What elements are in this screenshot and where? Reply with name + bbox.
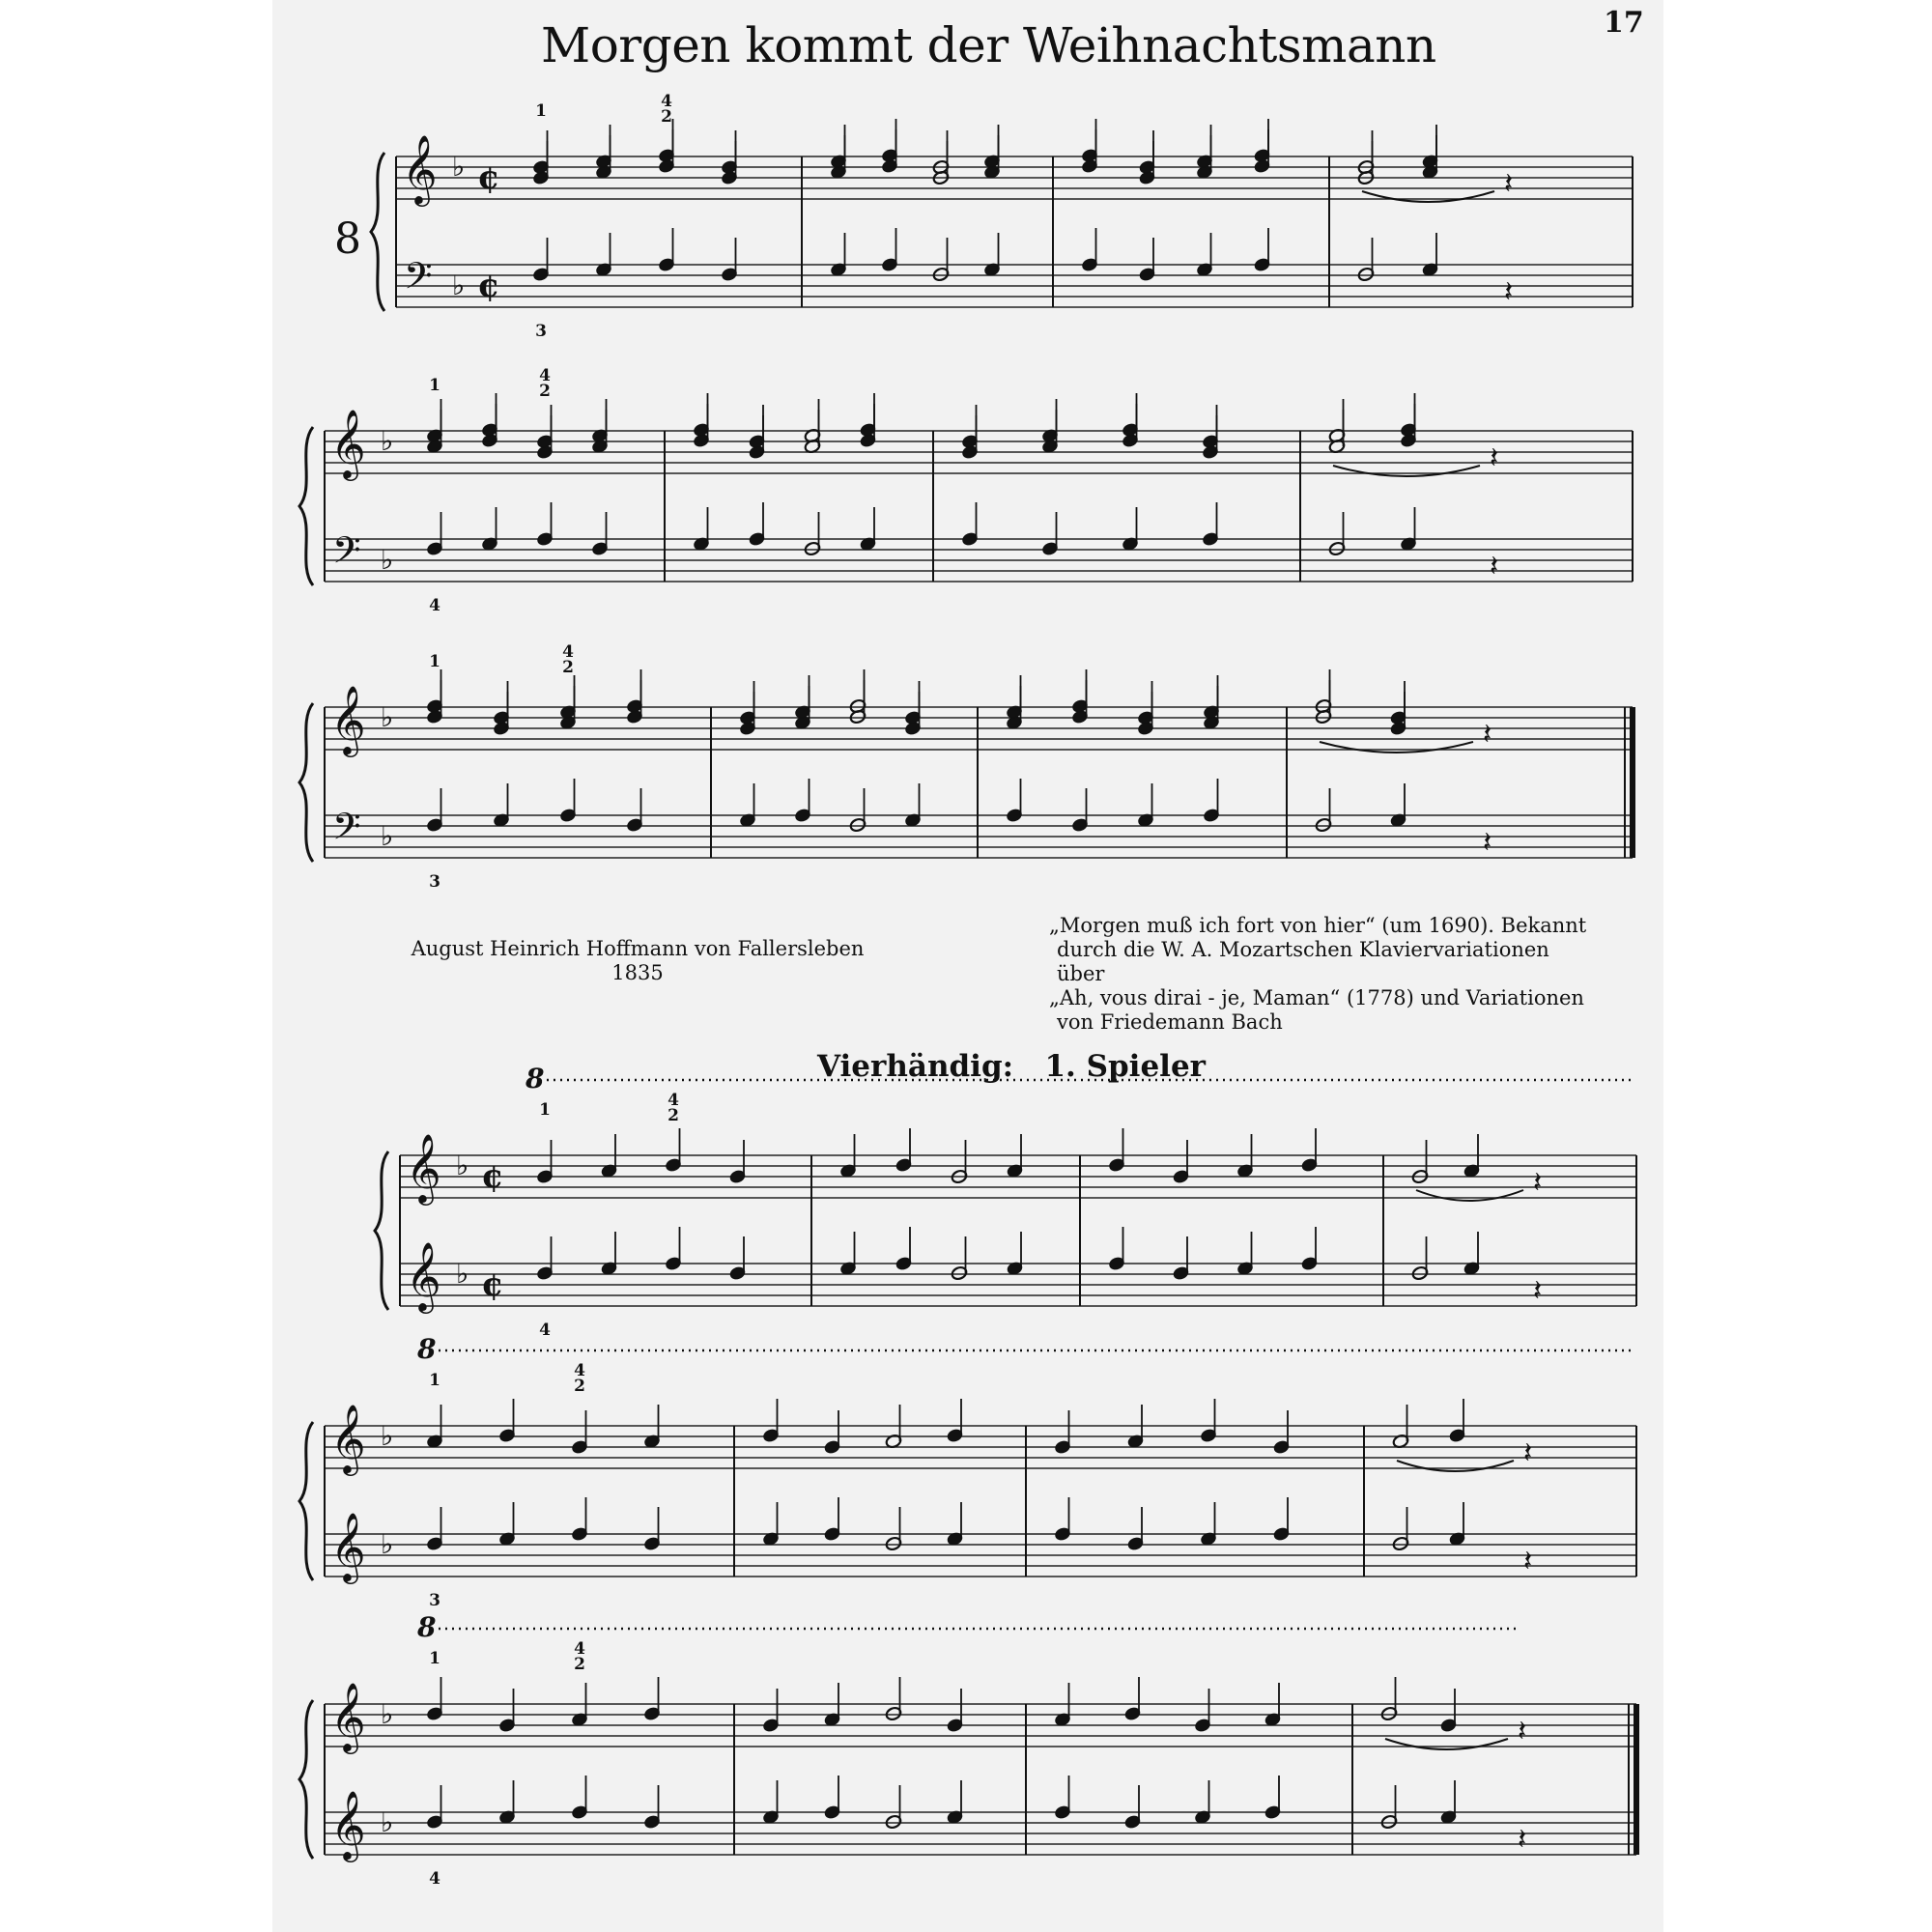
quarter-rest: 𝄽 — [1518, 1823, 1527, 1857]
treble-clef: 𝄞 — [330, 1511, 366, 1581]
staff — [325, 1534, 1636, 1577]
fingering-number: 4 — [429, 1869, 440, 1889]
fingering-number: 3 — [429, 872, 440, 892]
system-brace — [299, 427, 313, 585]
fingering-number: 2 — [668, 1106, 679, 1125]
fingering-number: 4 — [668, 1091, 679, 1110]
fingering-number: 4 — [539, 1321, 551, 1340]
treble-clef: 𝄞 — [406, 1240, 441, 1311]
slur — [1385, 1739, 1508, 1749]
staff — [325, 1704, 1636, 1747]
bass-clef: 𝄢 — [332, 805, 361, 857]
staff — [400, 1155, 1636, 1198]
treble-clef: 𝄞 — [330, 684, 366, 754]
system-brace — [299, 703, 313, 862]
staff — [325, 1812, 1636, 1855]
cut-time-signature: ¢ — [477, 158, 500, 197]
quarter-rest: 𝄽 — [1504, 167, 1514, 201]
page-number: 17 — [1604, 6, 1644, 40]
melody-origin-line: „Ah, vous dirai - je, Maman“ (1778) und Variationen — [1049, 986, 1584, 1009]
fingering-number: 1 — [429, 652, 440, 671]
lyricist-name: August Heinrich Hoffmann von Fallersleben — [411, 937, 865, 960]
bass-clef: 𝄢 — [332, 528, 361, 581]
treble-clef: 𝄞 — [330, 1789, 366, 1860]
staff — [396, 156, 1633, 199]
ottava-mark: 8 — [417, 1333, 437, 1365]
fingering-number: 4 — [574, 1639, 585, 1659]
cut-time-signature: ¢ — [477, 267, 500, 305]
fingering-number: 1 — [429, 1649, 440, 1668]
treble-clef: 𝄞 — [330, 1681, 366, 1751]
quarter-rest: 𝄽 — [1483, 718, 1492, 752]
key-signature-flat: ♭ — [381, 701, 394, 733]
key-signature-flat: ♭ — [381, 1698, 394, 1730]
system-brace — [375, 1151, 388, 1310]
treble-clef: 𝄞 — [330, 408, 366, 478]
key-signature-flat: ♭ — [381, 1528, 394, 1560]
melody-origin-line: „Morgen muß ich fort von hier“ (um 1690). Bekannt — [1049, 914, 1587, 937]
fingering-number: 3 — [535, 322, 547, 341]
key-signature-flat: ♭ — [456, 1258, 469, 1290]
quarter-rest: 𝄽 — [1490, 441, 1499, 475]
treble-clef: 𝄞 — [402, 133, 438, 204]
key-signature-flat: ♭ — [452, 151, 466, 183]
slur — [1333, 466, 1480, 476]
key-signature-flat: ♭ — [456, 1150, 469, 1181]
key-signature-flat: ♭ — [381, 425, 394, 457]
slur — [1362, 191, 1494, 202]
key-signature-flat: ♭ — [381, 1420, 394, 1452]
key-signature-flat: ♭ — [381, 1806, 394, 1838]
piece-title: Morgen kommt der Weihnachtsmann — [541, 17, 1436, 73]
fingering-number: 2 — [539, 382, 551, 401]
fingering-number: 4 — [539, 366, 551, 385]
quarter-rest: 𝄽 — [1504, 275, 1514, 309]
fingering-number: 4 — [562, 642, 574, 662]
quarter-rest: 𝄽 — [1523, 1545, 1533, 1578]
ottava-mark: 8 — [526, 1063, 545, 1094]
system-brace — [371, 153, 384, 311]
fingering-number: 2 — [562, 658, 574, 677]
quarter-rest: 𝄽 — [1523, 1436, 1533, 1470]
system-brace — [299, 1700, 313, 1859]
key-signature-flat: ♭ — [381, 820, 394, 852]
quarter-rest: 𝄽 — [1518, 1715, 1527, 1748]
bass-clef: 𝄢 — [404, 254, 433, 306]
quarter-rest: 𝄽 — [1490, 550, 1499, 583]
key-signature-flat: ♭ — [452, 270, 466, 301]
staff — [396, 265, 1633, 307]
quarter-rest: 𝄽 — [1533, 1274, 1543, 1308]
treble-clef: 𝄞 — [406, 1132, 441, 1203]
cut-time-signature: ¢ — [481, 1265, 504, 1304]
fingering-number: 1 — [539, 1100, 551, 1120]
fingering-number: 3 — [429, 1591, 440, 1610]
melody-origin-line: durch die W. A. Mozartschen Klaviervariationen über — [1057, 938, 1549, 985]
quarter-rest: 𝄽 — [1533, 1166, 1543, 1200]
slur — [1320, 742, 1473, 753]
fingering-number: 2 — [574, 1377, 585, 1396]
key-signature-flat: ♭ — [381, 544, 394, 576]
slur — [1397, 1461, 1514, 1471]
staff — [325, 539, 1633, 582]
lyricist-year: 1835 — [611, 961, 664, 984]
system-brace — [299, 1422, 313, 1580]
fingering-number: 2 — [661, 107, 672, 127]
cut-time-signature: ¢ — [481, 1157, 504, 1196]
fingering-number: 4 — [574, 1361, 585, 1380]
slur — [1416, 1190, 1523, 1201]
fingering-number: 1 — [429, 1371, 440, 1390]
quarter-rest: 𝄽 — [1483, 826, 1492, 860]
piece-number: 8 — [334, 214, 361, 264]
melody-origin-line: von Friedemann Bach — [1057, 1010, 1283, 1034]
fingering-number: 4 — [661, 92, 672, 111]
four-hands-heading: Vierhändig: 1. Spieler — [817, 1049, 1207, 1084]
staff — [325, 431, 1633, 473]
fingering-number: 4 — [429, 596, 440, 615]
treble-clef: 𝄞 — [330, 1403, 366, 1473]
fingering-number: 2 — [574, 1655, 585, 1674]
fingering-number: 1 — [535, 101, 547, 121]
ottava-mark: 8 — [417, 1611, 437, 1643]
fingering-number: 1 — [429, 376, 440, 395]
staff — [325, 1426, 1636, 1468]
